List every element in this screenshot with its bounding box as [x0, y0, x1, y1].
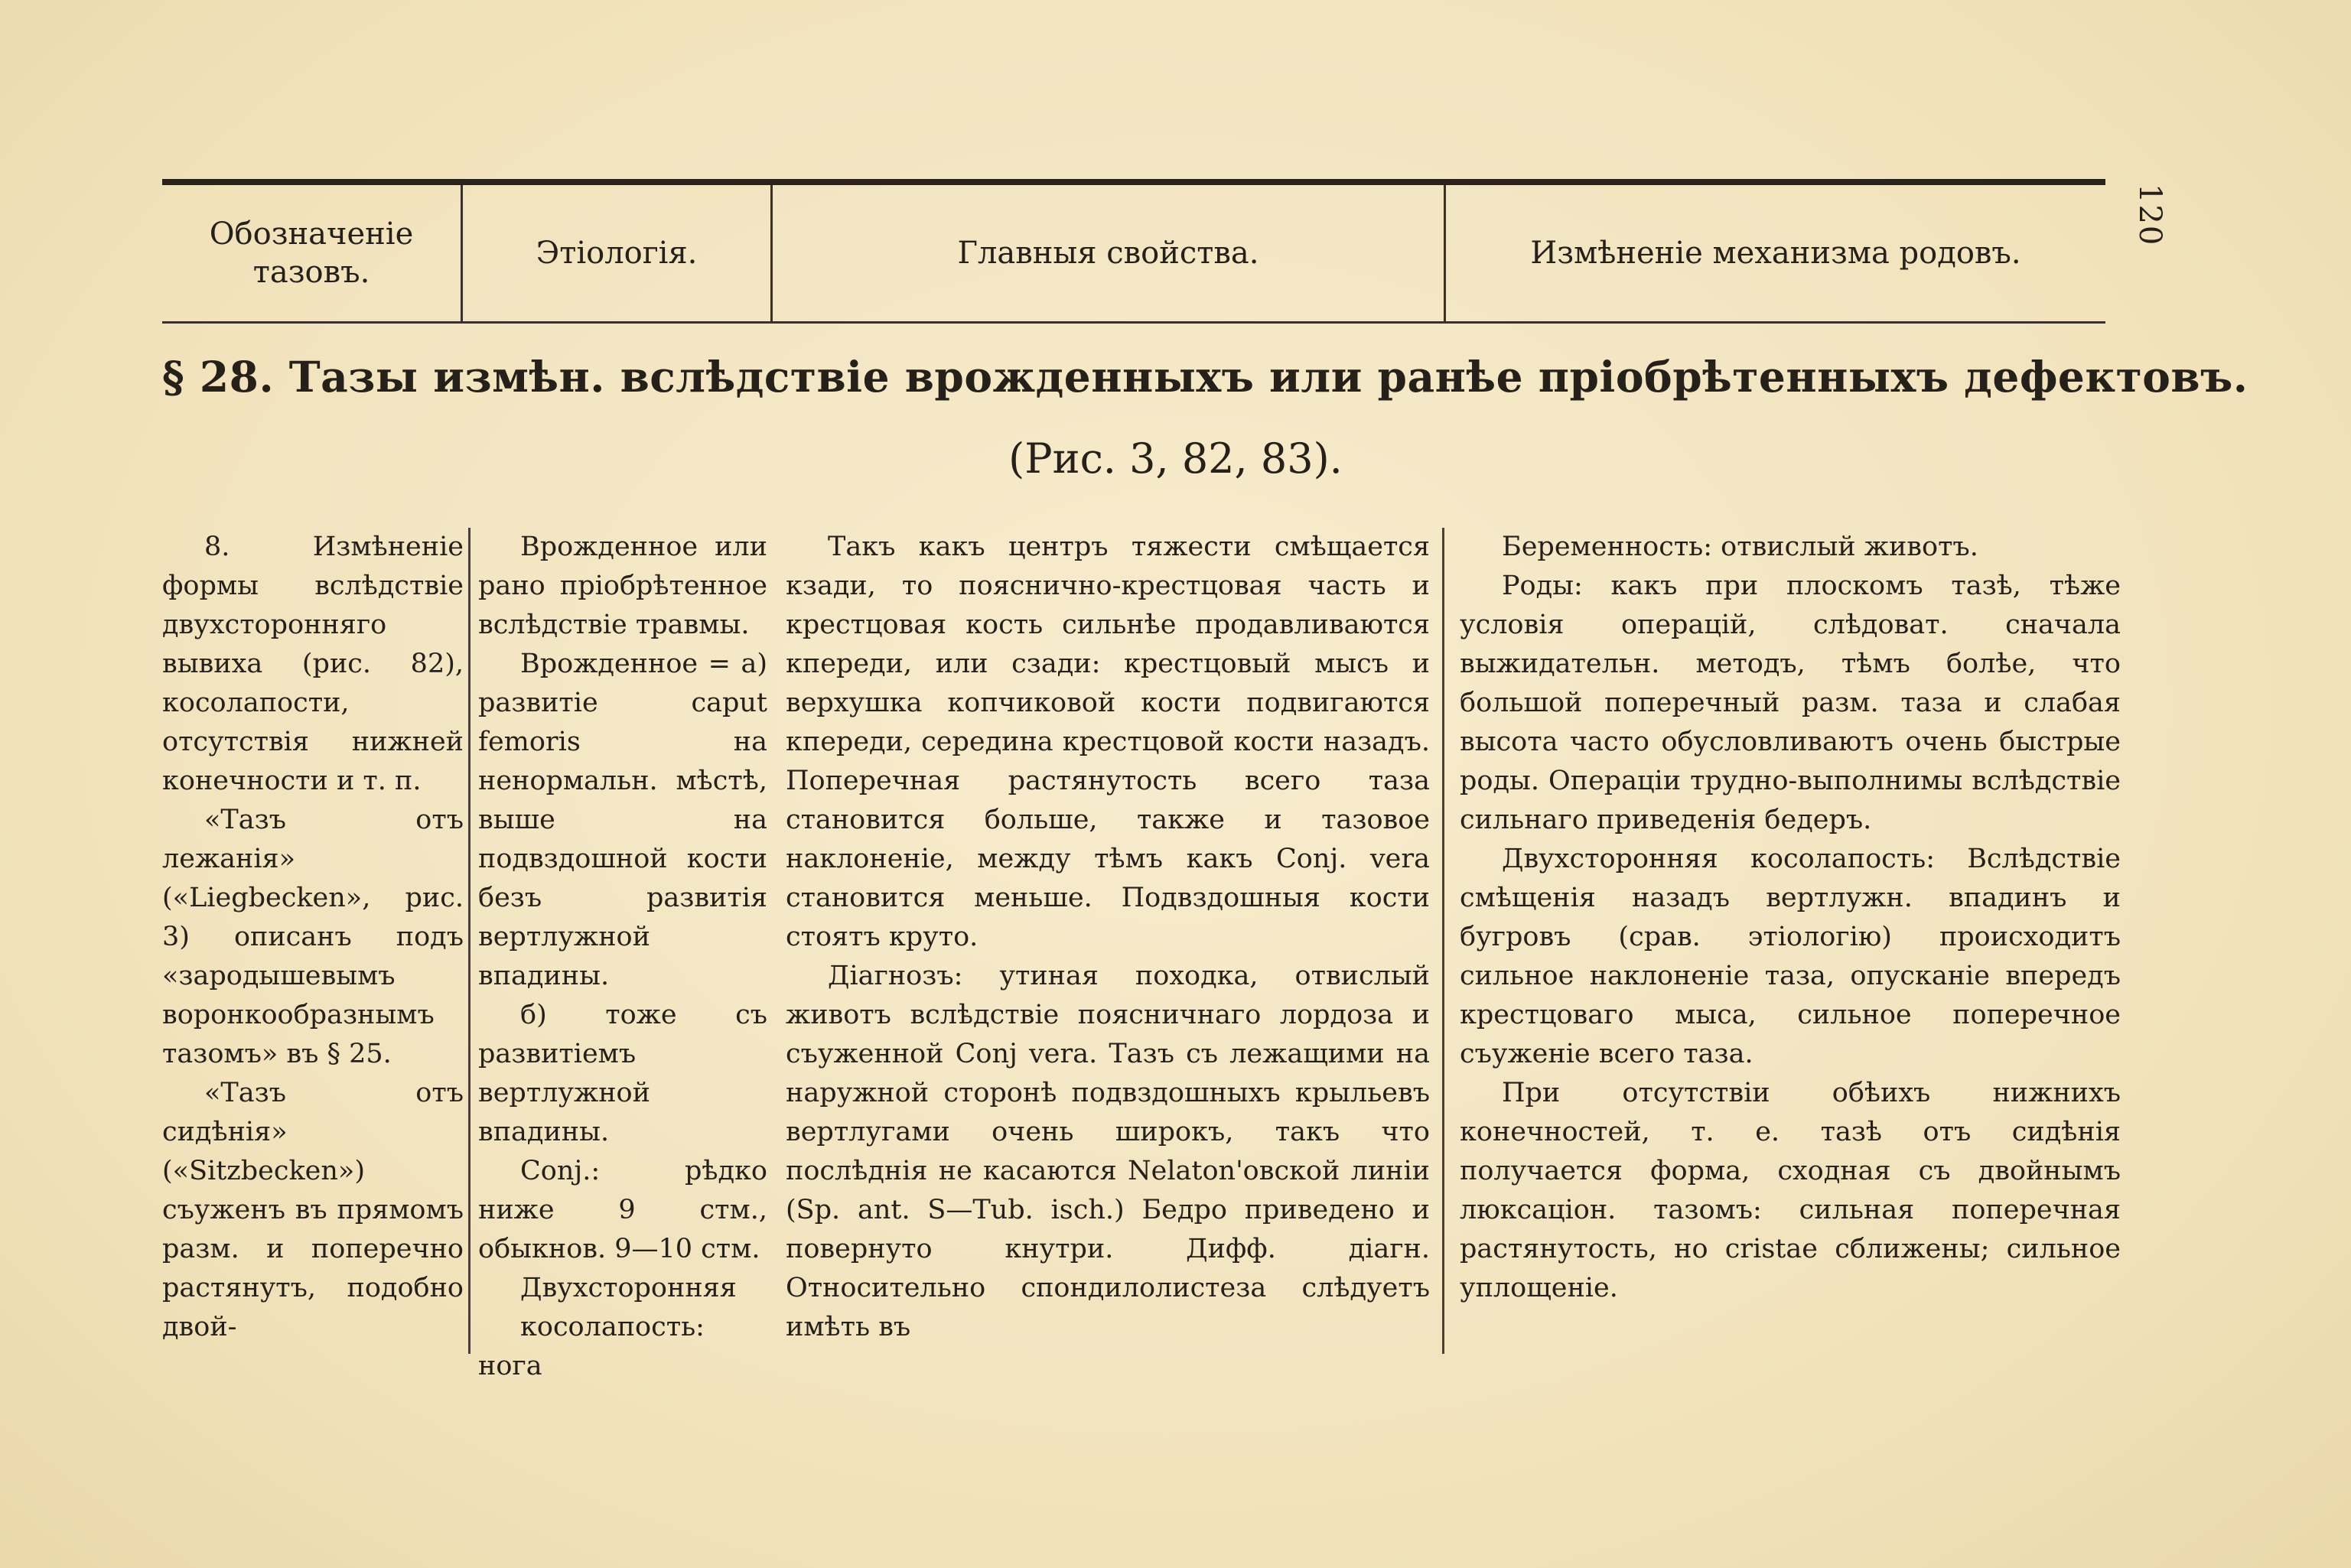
properties-paragraph: Такъ какъ центръ тяжести смѣщается кзади, то поясничнo-крестцовая часть и крестцовая кость сильнѣе продавливаются кпереди, или сзади: крестцовый мысъ и верхушка копчиковой кости подвигаются кпереди, середина крестцовой кости назадъ. Поперечная растянутость всего таза становится больше, также и тазовое наклоненіе, между тѣмъ какъ Conj. vera становится меньше. Подвздошныя кости стоятъ круто.: [786, 532, 1430, 952]
designation-paragraph: «Тазъ отъ лежанія» («Liegbecken», рис. 3) описанъ подъ «зародышевымъ воронкообразнымъ тазомъ» въ § 25.: [162, 805, 464, 1069]
etiology-paragraph: б) тоже съ развитіемъ вертлужной впадины.: [478, 1000, 767, 1147]
column-main-properties: [786, 528, 1442, 1347]
mechanism-paragraph: Двухсторонняя косолапость: Вслѣдствіе смѣщенія назадъ вертлужн. впадинъ и бугровъ (срав. этіологію) происходитъ сильное наклоненіе таза, опусканіе впередъ крестцоваго мыса, сильное поперечное съуженіе всего таза.: [1460, 844, 2121, 1069]
section-title: § 28. Тазы измѣн. вслѣдствіе врожденныхъ или ранѣе пріобрѣтенныхъ дефектовъ.: [162, 352, 2248, 402]
column-etiology: [468, 528, 770, 1381]
header-cell-main-properties: Главныя свойства.: [770, 185, 1444, 321]
column-designation: [162, 528, 468, 1347]
designation-paragraph: «Тазъ отъ сидѣнія» («Sitzbecken») съуженъ въ прямомъ разм. и поперечно растянутъ, подобно двой-: [162, 1078, 464, 1342]
properties-paragraph: Діагнозъ: утиная походка, отвислый животъ вслѣдствіе поясничнаго лордоза и съуженной Conj vera. Тазъ съ лежащими на наружной сторонѣ подвздошныхъ крыльевъ вертлугами очень широкъ, такъ что послѣднія не касаются Nelaton'овской линіи (Sp. ant. S—Tub. isch.) Бедро приведено и повернуто кнутри. Дифф. діагн. Относительно спондилолистеза слѣдуетъ имѣть въ: [786, 961, 1430, 1342]
etiology-paragraph: Врожденное = а) развитіе caput femoris на ненормальн. мѣстѣ, выше на подвздошной кости безъ развитія вертлужной впадины.: [478, 649, 767, 991]
header-cell-mechanism-change: Измѣненіе механизма родовъ.: [1444, 185, 2105, 321]
header-cell-designation: Обозначеніе тазовъ.: [209, 216, 414, 290]
section-subtitle: (Рис. 3, 82, 83).: [1008, 434, 1343, 483]
column-mechanism-change: [1442, 528, 2121, 1354]
etiology-paragraph: Двухсторонняя: [520, 1273, 737, 1303]
mechanism-paragraph: Беременность: отвислый животъ.: [1502, 532, 1978, 562]
designation-paragraph: 8. Измѣненіе формы вслѣдствіе двухсторонняго вывиха (рис. 82), косолапости, отсутствія нижней конечности и т. п.: [162, 532, 464, 796]
mechanism-paragraph: При отсутствіи обѣихъ нижнихъ конечностей, т. е. тазѣ отъ сидѣнія получается форма, сходная съ двойнымъ люксаціон. тазомъ: сильная поперечная растянутость, но cristae сближены; сильное уплощеніе.: [1460, 1078, 2121, 1303]
mechanism-paragraph: Роды: какъ при плоскомъ тазѣ, тѣже условія операцій, слѣдоват. сначала выжидательн. методъ, тѣмъ болѣе, что большой поперечный разм. таза и слабая высота часто обусловливаютъ очень быстрые роды. Операціи трудно-выполнимы вслѣдствіе сильнаго приведенія бедеръ.: [1460, 571, 2121, 835]
header-cell-etiology: Этіологія.: [461, 185, 770, 321]
etiology-paragraph: косолапость: нога: [478, 1312, 705, 1381]
etiology-paragraph: Conj.: рѣдко ниже 9 стм., обыкнов. 9—10 стм.: [478, 1156, 767, 1264]
etiology-paragraph: Врожденное или рано пріобрѣтенное вслѣдствіе травмы.: [478, 532, 767, 640]
table-header: [162, 179, 2105, 324]
page-number: 120: [2132, 184, 2167, 247]
